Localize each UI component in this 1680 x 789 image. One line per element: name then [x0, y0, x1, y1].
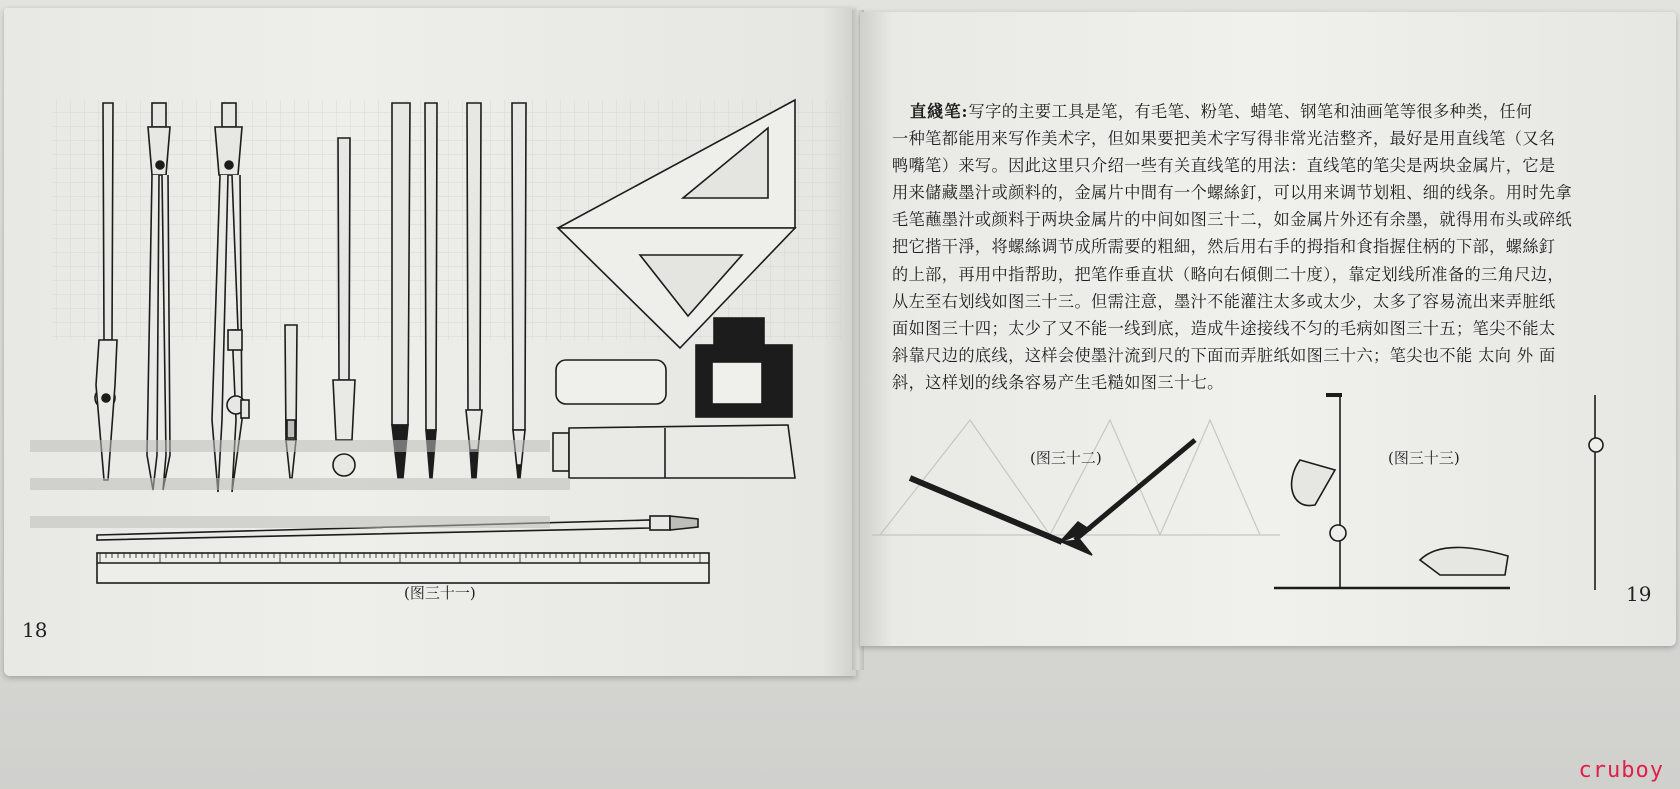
text-line-11: 斜，这样划的线条容易产生毛糙如图三十七。 — [892, 372, 1224, 392]
flat-brush-icon — [466, 103, 482, 478]
text-line-3: 鸭嘴笔）来写。因此这里只介绍一些有关直线笔的用法：直线笔的笔尖是两块金属片，它是 — [892, 156, 1556, 176]
watermark-text: cruboy — [1578, 758, 1664, 783]
eraser-icon — [556, 360, 666, 404]
text-line-9: 面如图三十四；太少了又不能一线到底，造成牛途接线不匀的毛病如图三十五；笔尖不能太 — [892, 318, 1556, 338]
bleed-figures — [872, 420, 1280, 535]
section-heading: 直綫笔: — [910, 102, 969, 121]
right-page-number: 19 — [1626, 582, 1652, 606]
pencil-icon — [512, 103, 526, 478]
figure-31-caption: (图三十一) — [404, 584, 476, 602]
text-line-10: 斜靠尺边的底线，这样会使墨汁流到尺的下面而弄脏纸如图三十六；笔尖也不能 太向 外 面 — [892, 345, 1556, 365]
text-line-5: 毛笔蘸墨汁或颜料于两块金属片的中间如图三十二，如金属片外还有余墨，就得用布头或碎纸 — [892, 210, 1573, 230]
text-line-2: 一种笔都能用来写作美术字，但如果要把美术字写得非常光洁整齐，最好是用直线笔（又名 — [892, 129, 1556, 149]
left-page-number: 18 — [22, 618, 48, 642]
figure-33-caption: (图三十三) — [1388, 449, 1460, 467]
text-line-6: 把它揩干淨，将螺絲调节成所需要的粗細，然后用右手的拇指和食指握住柄的下部，螺絲釘 — [892, 237, 1556, 257]
small-ruling-pen-icon — [285, 325, 297, 478]
bleed-through — [30, 440, 570, 528]
compass-icon — [147, 103, 170, 490]
text-line-8: 从左至右划线如图三十三。但需注意，墨汁不能灌注太多或太少，太多了容易流出来弄脏纸 — [892, 291, 1556, 311]
ruler-icon — [97, 553, 709, 583]
figure-33 — [1274, 395, 1603, 590]
text-line-1: 直綫笔:写字的主要工具是笔，有毛笔、粉笔、蜡笔、钢笔和油画笔等很多种类，任何 — [910, 102, 1533, 121]
brush-icon — [392, 103, 410, 478]
body-text — [892, 98, 1612, 396]
thin-brush-icon — [425, 103, 437, 478]
text-line-4: 用来儲藏墨汁或颜料的，金属片中間有一个螺絲釘，可以用来调节划粗、细的线条。用时先拿 — [892, 183, 1573, 203]
figure-32-caption: (图三十二) — [1030, 449, 1102, 467]
text-line-7: 的上部，再用中指帮助，把笔作垂直状（略向右傾側二十度），靠定划线所准备的三角尺边， — [892, 264, 1564, 284]
paint-tube-icon — [553, 425, 795, 478]
